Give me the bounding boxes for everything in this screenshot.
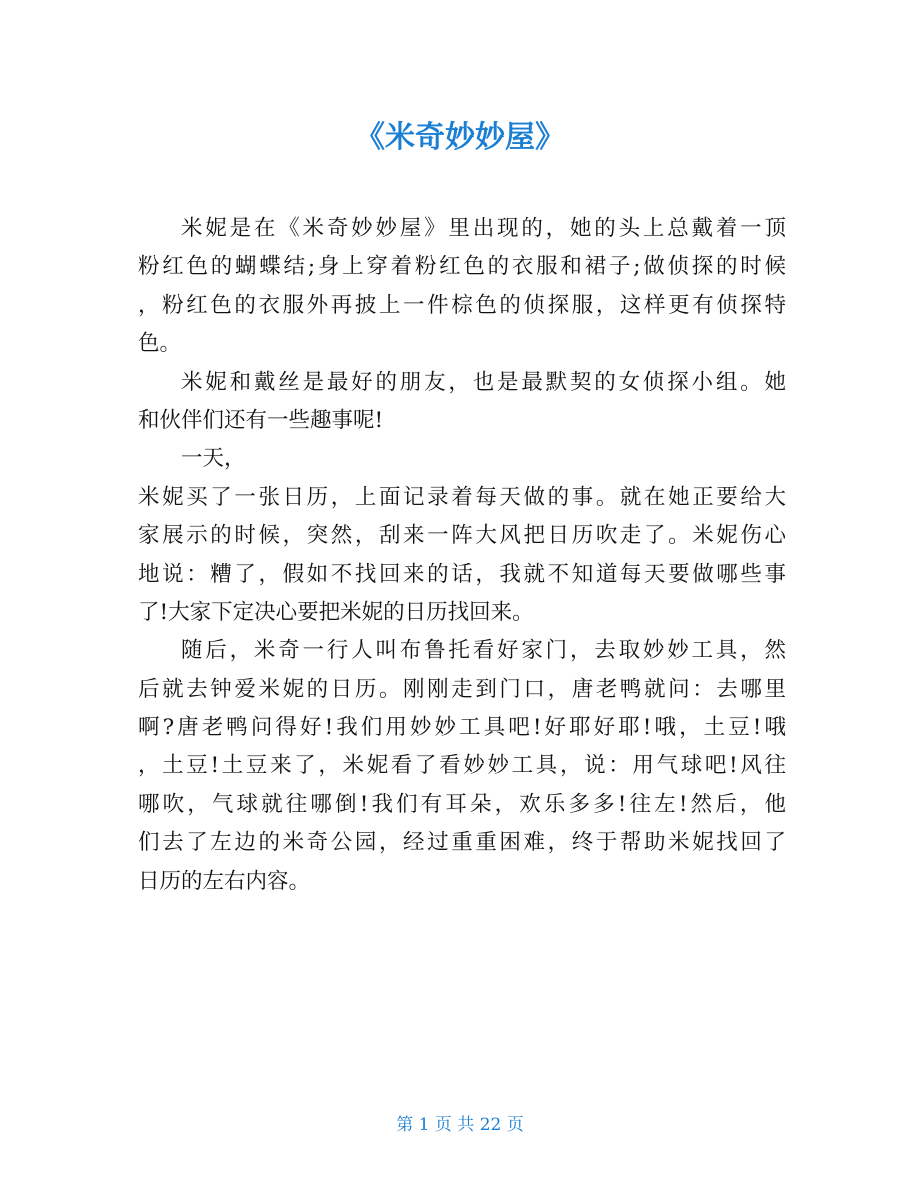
text-line: 随后，米奇一行人叫布鲁托看好家门，去取妙妙工具，然	[181, 638, 786, 664]
text-line: 后就去钟爱米妮的日历。刚刚走到门口，唐老鸭就问：去哪里	[138, 676, 786, 702]
document-title: 《米奇妙妙屋》	[355, 120, 565, 155]
text-line: 地说：糟了，假如不找回来的话，我就不知道每天要做哪些事	[138, 561, 786, 587]
text-line: 日历的左右内容。	[138, 868, 311, 894]
text-line: 和伙伴们还有一些趣事呢!	[138, 407, 384, 433]
text-line: 粉红色的蝴蝶结;身上穿着粉红色的衣服和裙子;做侦探的时候	[138, 254, 786, 280]
text-line: 家展示的时候，突然，刮来一阵大风把日历吹走了。米妮伤心	[138, 523, 786, 549]
text-line: ，粉红色的衣服外再披上一件棕色的侦探服，这样更有侦探特	[138, 292, 786, 318]
text-line: 米妮和戴丝是最好的朋友，也是最默契的女侦探小组。她	[181, 369, 786, 395]
text-line: 米妮买了一张日历，上面记录着每天做的事。就在她正要给大	[138, 484, 786, 510]
text-line: ，土豆!土豆来了，米妮看了看妙妙工具，说：用气球吧!风往	[138, 753, 786, 779]
document-body	[138, 210, 786, 901]
text-line: 一天，	[181, 446, 246, 472]
paragraph-3	[138, 440, 786, 632]
text-line: 哪吹，气球就往哪倒!我们有耳朵，欢乐多多!往左!然后，他	[138, 791, 786, 817]
text-line: 了!大家下定决心要把米妮的日历找回来。	[138, 599, 534, 625]
text-line: 啊?唐老鸭问得好!我们用妙妙工具吧!好耶好耶!哦，土豆!哦	[138, 715, 786, 741]
text-line: 们去了左边的米奇公园，经过重重困难，终于帮助米妮找回了	[138, 830, 786, 856]
text-line: 米妮是在《米奇妙妙屋》里出现的，她的头上总戴着一顶	[181, 216, 786, 241]
paragraph-1	[138, 210, 786, 364]
page-number-footer: 第 1 页 共 22 页	[396, 1115, 524, 1135]
paragraph-4	[138, 632, 786, 901]
paragraph-2	[138, 364, 786, 441]
text-line: 色。	[138, 331, 182, 357]
